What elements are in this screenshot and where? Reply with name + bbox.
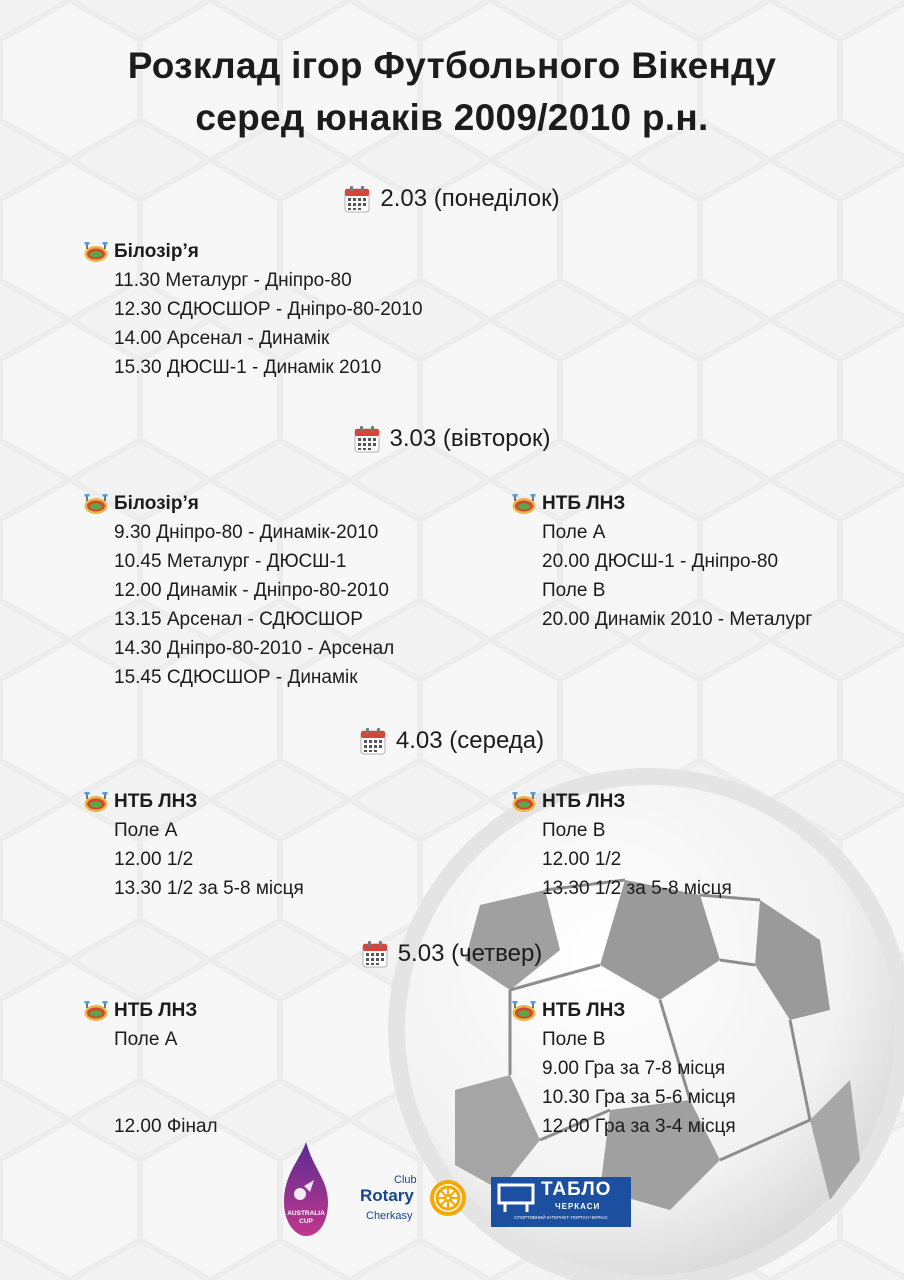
match-line: 13.15 Арсенал - СДЮСШОР: [114, 609, 363, 630]
match-line: 12.00 Динамік - Дніпро-80-2010: [114, 580, 389, 601]
venue-block: [512, 996, 736, 1141]
field-label: Поле В: [542, 1029, 606, 1050]
scoreboard-icon: [497, 1183, 535, 1213]
stadium-icon: [84, 241, 108, 263]
match-line: 10.45 Металург - ДЮСШ-1: [114, 551, 347, 572]
match-line: 20.00 Динамік 2010 - Металург: [542, 609, 813, 630]
spacer-line: [84, 1083, 218, 1112]
australia-cup-logo: [280, 1140, 332, 1240]
match-line: 10.30 Гра за 5-6 місця: [542, 1087, 736, 1108]
rotary-wheel-icon: [428, 1178, 468, 1218]
venue-label: НТБ ЛНЗ: [542, 791, 626, 812]
rotary-name-text: Rotary: [360, 1186, 414, 1205]
field-label: Поле А: [542, 522, 606, 543]
venue-label: НТБ ЛНЗ: [114, 1000, 198, 1021]
match-line: 12.00 1/2: [542, 849, 622, 870]
australia-cup-text-2: CUP: [299, 1218, 313, 1225]
venue-block: [84, 996, 218, 1141]
stadium-icon: [84, 1000, 108, 1022]
match-line: 12.00 1/2: [114, 849, 194, 870]
venue-name: [84, 787, 304, 816]
day-heading-5-03: [0, 939, 904, 969]
venue-name: [84, 237, 423, 266]
venue-label: НТБ ЛНЗ: [542, 493, 626, 514]
tablo-name-text: ТАБЛО: [541, 1179, 612, 1200]
match-line: 9.00 Гра за 7-8 місця: [542, 1058, 726, 1079]
match-line: 14.30 Дніпро-80-2010 - Арсенал: [114, 638, 395, 659]
match-line: 14.00 Арсенал - Динамік: [114, 328, 330, 349]
field-label: Поле А: [114, 1029, 178, 1050]
calendar-icon: [362, 941, 388, 968]
match-line: 20.00 ДЮСШ-1 - Дніпро-80: [542, 551, 779, 572]
rotary-logo: [358, 1172, 474, 1230]
match-line: 15.30 ДЮСШ-1 - Динамік 2010: [114, 357, 382, 378]
venue-name: [512, 787, 732, 816]
venue-block: [84, 787, 304, 903]
day-label: 2.03 (понеділок): [380, 185, 560, 212]
venue-block: [512, 787, 732, 903]
day-heading-3-03: [0, 424, 904, 454]
stadium-icon: [512, 1000, 536, 1022]
calendar-icon: [344, 186, 370, 213]
calendar-icon: [360, 728, 386, 755]
match-line: 13.30 1/2 за 5-8 місця: [114, 878, 304, 899]
venue-block: [84, 489, 394, 692]
tablo-tagline-text: СПОРТИВНИЙ ІНТЕРНЕТ-ПОРТАЛ ЧЕРКАС: [514, 1215, 608, 1220]
page-title: [0, 40, 904, 144]
day-label: 4.03 (середа): [395, 727, 545, 754]
australia-cup-text-1: AUSTRALIA: [287, 1210, 325, 1217]
stadium-icon: [512, 493, 536, 515]
venue-name: [84, 489, 394, 518]
stadium-icon: [84, 791, 108, 813]
field-label: Поле В: [542, 580, 606, 601]
tablo-city-text: ЧЕРКАСИ: [555, 1202, 601, 1211]
venue-name: [512, 489, 812, 518]
title-line-2: серед юнаків 2009/2010 р.н.: [195, 97, 709, 138]
match-line: 11.30 Металург - Дніпро-80: [114, 270, 352, 291]
venue-block: [512, 489, 812, 634]
match-line: 12.00 Фінал: [114, 1116, 218, 1137]
calendar-icon: [354, 426, 380, 453]
venue-label: Білозір’я: [114, 493, 199, 514]
field-label: Поле А: [114, 820, 178, 841]
day-label: 5.03 (четвер): [397, 940, 543, 967]
venue-name: [512, 996, 736, 1025]
rotary-club-text: Club: [394, 1174, 417, 1186]
venue-block: [84, 237, 423, 382]
stadium-icon: [512, 791, 536, 813]
match-line: 12.00 Гра за 3-4 місця: [542, 1116, 736, 1137]
venue-name: [84, 996, 218, 1025]
day-label: 3.03 (вівторок): [389, 425, 551, 452]
day-heading-2-03: [0, 184, 904, 214]
stadium-icon: [84, 493, 108, 515]
rotary-city-text: Cherkasy: [366, 1210, 413, 1222]
day-heading-4-03: [0, 726, 904, 756]
match-line: 13.30 1/2 за 5-8 місця: [542, 878, 732, 899]
spacer-line: [84, 1054, 218, 1083]
match-line: 9.30 Дніпро-80 - Динамік-2010: [114, 522, 379, 543]
tablo-logo: [491, 1177, 631, 1227]
venue-label: НТБ ЛНЗ: [114, 791, 198, 812]
match-line: 12.30 СДЮСШОР - Дніпро-80-2010: [114, 299, 423, 320]
field-label: Поле В: [542, 820, 606, 841]
venue-label: НТБ ЛНЗ: [542, 1000, 626, 1021]
venue-label: Білозір’я: [114, 241, 199, 262]
match-line: 15.45 СДЮСШОР - Динамік: [114, 667, 358, 688]
title-line-1: Розклад ігор Футбольного Вікенду: [127, 45, 777, 86]
